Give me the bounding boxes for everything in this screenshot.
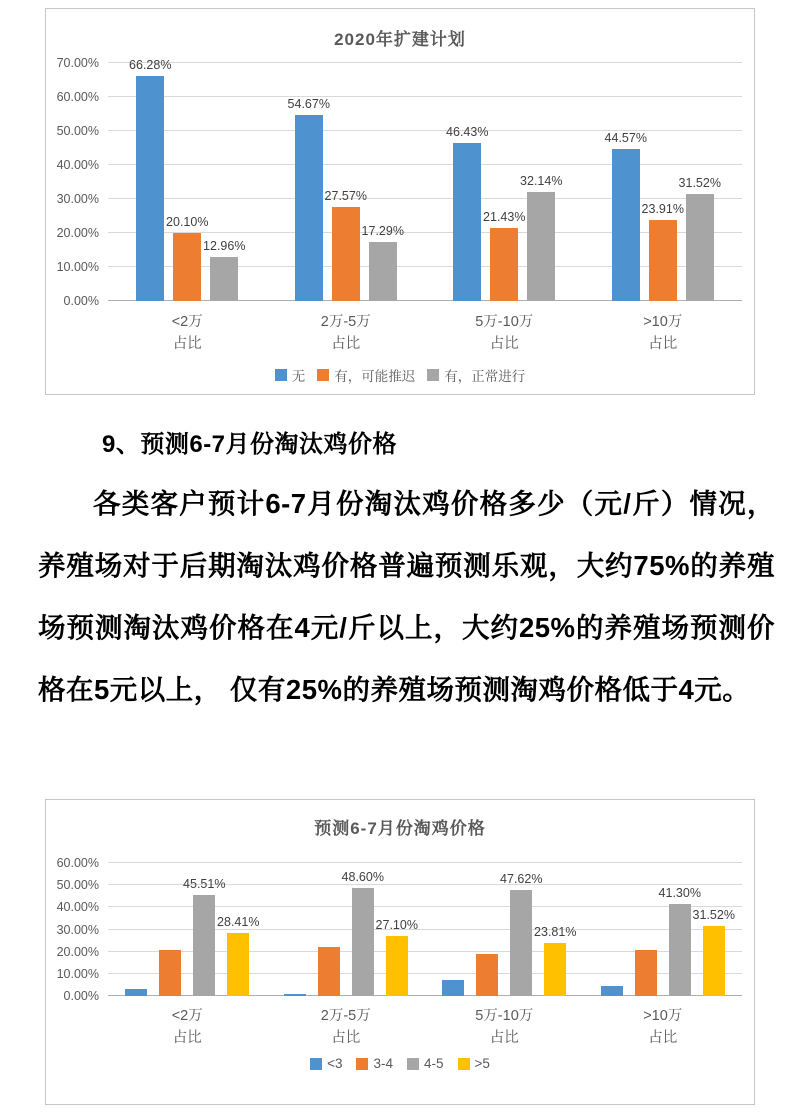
section-heading: 9、预测6-7月份淘汰鸡价格 <box>102 431 398 458</box>
y-axis-tick: 0.00% <box>63 294 99 308</box>
legend-swatch-icon <box>427 369 439 381</box>
category-label-sub: 占比 <box>172 336 202 353</box>
x-axis-labels <box>108 311 742 356</box>
chart-legend <box>46 365 754 385</box>
bar-series-有，可能推迟 <box>483 210 526 301</box>
bar-series-4-5 <box>341 870 384 996</box>
bar-value-label: 27.10% <box>375 917 418 932</box>
legend-item <box>317 365 415 385</box>
bar-series-3-4 <box>318 947 340 996</box>
bar-group <box>584 63 743 301</box>
category-label <box>108 311 267 356</box>
category-label-range: <2万 <box>171 1008 203 1024</box>
y-axis-tick: 20.00% <box>56 944 99 959</box>
bar-group <box>584 863 743 996</box>
bar-series-有，正常进行 <box>361 224 404 301</box>
bar-value-label: 27.57% <box>324 189 367 204</box>
bar-series->5 <box>217 915 260 996</box>
bar-series-有，可能推迟 <box>641 201 684 301</box>
category-label <box>267 311 426 356</box>
legend-item <box>275 365 306 385</box>
legend-label: 有，可能推迟 <box>334 369 416 384</box>
section-paragraph: 各类客户预计6-7月份淘汰鸡价格多少（元/斤）情况，养殖场对于后期淘汰鸡价格普遍预测乐观，大约75%的养殖场预测淘汰鸡价格在4元/斤以上，大约25%的养殖场预测价格在5元以上， 仅有25%的养殖场预测淘鸡价格低于4元。 <box>38 488 775 705</box>
legend-item <box>427 365 525 385</box>
bar-series->5 <box>534 925 577 996</box>
category-label <box>584 1005 743 1050</box>
category-label-range: 5万-10万 <box>475 1008 534 1024</box>
y-axis-tick: 40.00% <box>56 158 99 172</box>
y-axis-tick: 10.00% <box>56 966 99 981</box>
y-axis-tick: 70.00% <box>56 56 99 70</box>
y-axis-tick: 60.00% <box>56 856 99 870</box>
y-axis-tick: 30.00% <box>56 192 99 206</box>
section-9 <box>38 424 775 721</box>
bar-groups <box>108 863 742 996</box>
bar-series->5 <box>375 917 418 996</box>
bar-value-label: 12.96% <box>203 238 246 253</box>
x-axis-labels <box>108 1005 742 1050</box>
bar-group <box>267 63 426 301</box>
bar-value-label: 41.30% <box>658 886 701 901</box>
bar-series-无 <box>446 125 489 301</box>
category-label-range: >10万 <box>643 1008 683 1024</box>
bar-series-3-4 <box>635 950 657 996</box>
expansion-plan-chart <box>45 8 755 395</box>
category-label <box>267 1005 426 1050</box>
legend-item <box>458 1056 490 1071</box>
legend-item <box>356 1056 393 1071</box>
bar-value-label: 46.43% <box>446 125 489 140</box>
bar-group <box>108 863 267 996</box>
bar-value-label: 44.57% <box>604 131 647 146</box>
y-axis-tick: 20.00% <box>56 226 99 240</box>
legend-swatch-icon <box>310 1058 322 1070</box>
bar-group <box>267 863 426 996</box>
bar-series-有，正常进行 <box>520 173 563 301</box>
bar-series-<3 <box>442 980 464 996</box>
bar-value-label: 31.52% <box>678 175 721 190</box>
bar-value-label: 31.52% <box>692 908 735 923</box>
y-axis-tick: 50.00% <box>56 124 99 138</box>
bar-value-label: 23.91% <box>641 201 684 216</box>
legend-swatch-icon <box>275 369 287 381</box>
bar-value-label: 66.28% <box>129 57 172 72</box>
category-label-range: >10万 <box>643 314 683 330</box>
y-axis-tick: 40.00% <box>56 900 99 915</box>
bar-series-4-5 <box>500 872 543 996</box>
bar-series-<3 <box>284 994 306 996</box>
bar-series-有，可能推迟 <box>166 214 209 301</box>
bar-value-label: 32.14% <box>520 173 563 188</box>
chart-plot-area <box>56 56 742 308</box>
bar-series->5 <box>692 908 735 996</box>
legend-label: >5 <box>474 1056 490 1071</box>
bar-value-label: 45.51% <box>183 877 226 892</box>
category-label <box>108 1005 267 1050</box>
bar-value-label: 47.62% <box>500 872 543 887</box>
legend-swatch-icon <box>458 1058 470 1070</box>
category-label-sub: 占比 <box>331 1030 361 1047</box>
category-label-range: 2万-5万 <box>320 1008 371 1024</box>
bar-series-无 <box>604 131 647 301</box>
category-label <box>425 311 584 356</box>
bar-value-label: 28.41% <box>217 915 260 930</box>
chart-title: 2020年扩建计划 <box>334 30 466 49</box>
legend-label: 有，正常进行 <box>444 369 526 384</box>
legend-swatch-icon <box>356 1058 368 1070</box>
legend-swatch-icon <box>407 1058 419 1070</box>
bar-value-label: 54.67% <box>287 97 330 112</box>
bar-series-无 <box>287 97 330 301</box>
category-label-range: 5万-10万 <box>475 314 534 330</box>
bar-series-有，正常进行 <box>678 175 721 301</box>
category-label <box>584 311 743 356</box>
bar-series-有，可能推迟 <box>324 189 367 301</box>
y-axis-tick: 30.00% <box>56 922 99 937</box>
chart-plot-area <box>56 856 742 1003</box>
bar-series-有，正常进行 <box>203 238 246 301</box>
bar-value-label: 48.60% <box>341 870 384 885</box>
bar-series-<3 <box>601 986 623 996</box>
category-label <box>425 1005 584 1050</box>
bar-series-3-4 <box>159 950 181 996</box>
legend-item <box>407 1056 444 1071</box>
price-forecast-chart <box>45 799 755 1105</box>
bar-series-4-5 <box>183 877 226 996</box>
bar-series-3-4 <box>476 954 498 996</box>
category-label-sub: 占比 <box>489 336 519 353</box>
legend-label: 4-5 <box>424 1056 444 1071</box>
bar-value-label: 21.43% <box>483 210 526 225</box>
bar-series-无 <box>129 57 172 301</box>
bar-value-label: 17.29% <box>361 224 404 239</box>
y-axis-tick: 50.00% <box>56 878 99 893</box>
legend-swatch-icon <box>317 369 329 381</box>
chart-legend <box>46 1056 754 1071</box>
legend-item <box>310 1056 342 1071</box>
legend-label: 无 <box>291 369 306 384</box>
bar-groups <box>108 57 742 301</box>
bar-series-4-5 <box>658 886 701 996</box>
bar-group <box>425 63 584 301</box>
bar-series-<3 <box>125 989 147 996</box>
legend-label: <3 <box>327 1056 343 1071</box>
category-label-range: 2万-5万 <box>320 314 371 330</box>
category-label-sub: 占比 <box>489 1030 519 1047</box>
bar-value-label: 23.81% <box>534 925 577 940</box>
chart-title: 预测6-7月份淘鸡价格 <box>314 819 486 838</box>
bar-value-label: 20.10% <box>166 214 209 229</box>
y-axis-tick: 60.00% <box>56 90 99 104</box>
bar-group <box>108 57 267 301</box>
y-axis-tick: 0.00% <box>63 989 99 1003</box>
bar-group <box>425 863 584 996</box>
category-label-sub: 占比 <box>172 1030 202 1047</box>
legend-label: 3-4 <box>373 1056 393 1071</box>
category-label-sub: 占比 <box>331 336 361 353</box>
category-label-sub: 占比 <box>648 1030 678 1047</box>
category-label-sub: 占比 <box>648 336 678 353</box>
category-label-range: <2万 <box>171 314 203 330</box>
y-axis-tick: 10.00% <box>56 260 99 274</box>
